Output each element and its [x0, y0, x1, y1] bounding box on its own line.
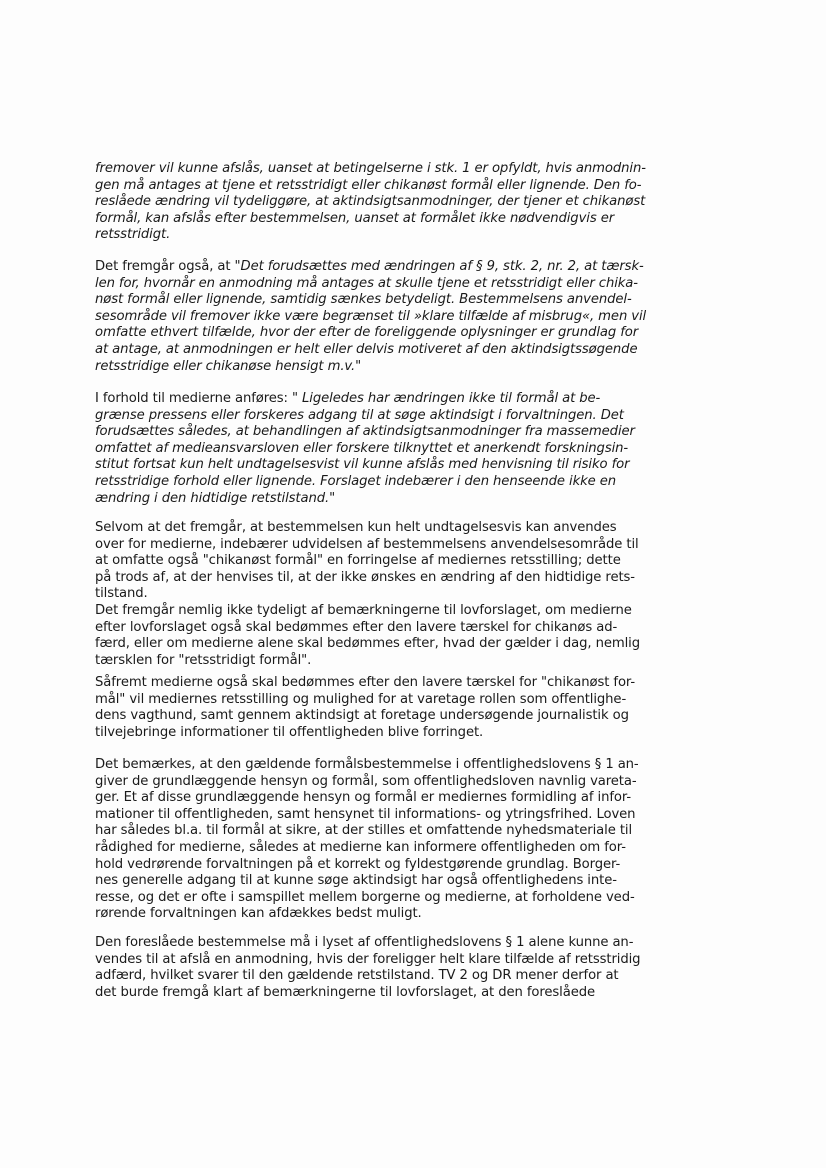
p2-lead: Det fremgår også, at ": [95, 259, 241, 274]
p3-quote-line: Ligeledes har ændringen ikke til formål at be-: [302, 391, 601, 406]
p4-line: tærsklen for "retsstridigt formål".: [95, 652, 312, 668]
p4-line: færd, eller om medierne alene skal bedømmes efter, hvad der gælder i dag, nemlig: [95, 636, 640, 652]
p6-line: rådighed for medierne, således at medierne kan informere offentligheden om for-: [95, 839, 626, 855]
p3-quote-line: grænse pressens eller forskeres adgang til at søge aktindsigt i forvaltningen. Det: [95, 407, 624, 423]
paragraph-6: [95, 757, 639, 923]
p2-quote-line: nøst formål eller lignende, samtidig sænkes betydeligt. Bestemmelsens anvendel-: [95, 292, 632, 308]
p3-quote-line: retsstridige forhold eller lignende. Forslaget indebærer i den henseende ikke en: [95, 473, 617, 489]
p7-line: vendes til at afslå en anmodning, hvis der foreligger helt klare tilfælde af retsstridig: [95, 951, 641, 967]
p3-quote-line: forudsættes således, at behandlingen af aktindsigtsanmodninger fra massemedier: [95, 424, 635, 440]
p4-line: over for medierne, indebærer udvidelsen af bestemmelsens anvendelsesområde til: [95, 536, 639, 552]
p5-line: tilvejebringe informationer til offentligheden blive forringet.: [95, 724, 484, 740]
p5-line: mål" vil mediernes retsstilling og mulighed for at varetage rollen som offentlighe-: [95, 691, 627, 707]
p7-line: det burde fremgå klart af bemærkningerne til lovforslaget, at den foreslåede: [95, 984, 596, 1000]
p3-quote-line: omfattet af medieansvarsloven eller forskere tilknyttet et anerkendt forskningsin-: [95, 440, 629, 456]
p1-line: gen må antages at tjene et retsstridigt eller chikanøst formål eller lignende. Den fo-: [95, 177, 642, 193]
p1-line: retsstridigt.: [95, 227, 171, 243]
p7-line: Den foreslåede bestemmelse må i lyset af offentlighedslovens § 1 alene kunne an-: [95, 935, 634, 950]
p6-line: giver de grundlæggende hensyn og formål, som offentlighedsloven navnlig vareta-: [95, 773, 637, 789]
p1-line: fremover vil kunne afslås, uanset at betingelserne i stk. 1 er opfyldt, hvis anmodnin-: [95, 161, 646, 176]
p6-line: nes generelle adgang til at kunne søge aktindsigt har også offentlighedens inte-: [95, 873, 617, 889]
p5-line: dens vagthund, samt gennem aktindsigt at foretage undersøgende journalistik og: [95, 708, 629, 724]
paragraph-3: [95, 391, 635, 507]
p4-line: Selvom at det fremgår, at bestemmelsen kun helt undtagelsesvis kan anvendes: [95, 520, 617, 535]
p7-line: adfærd, hvilket svarer til den gældende retstilstand. TV 2 og DR mener derfor at: [95, 968, 619, 984]
p4-line: at omfatte også "chikanøst formål" en forringelse af mediernes retsstilling; dette: [95, 553, 621, 569]
p6-line: ger. Et af disse grundlæggende hensyn og formål er mediernes formidling af infor-: [95, 790, 631, 806]
p4-line: efter lovforslaget også skal bedømmes efter den lavere tærskel for chikanøs ad-: [95, 619, 618, 635]
p6-line: har således bl.a. til formål at sikre, at der stilles et omfattende nyhedsmateriale til: [95, 823, 633, 839]
p1-line: formål, kan afslås efter bestemmelsen, uanset at formålet ikke nødvendigvis er: [95, 210, 615, 226]
p6-line: resse, og det er ofte i samspillet mellem borgerne og medierne, at forholdene ved-: [95, 889, 635, 905]
p2-quote-line: omfatte ethvert tilfælde, hvor der efter de foreliggende oplysninger er grundlag for: [95, 325, 639, 341]
p5-line: Såfremt medierne også skal bedømmes efter den lavere tærskel for "chikanøst for-: [95, 675, 636, 690]
p2-quote-line: retsstridige eller chikanøse hensigt m.v.": [95, 358, 362, 374]
p3-quote-line: ændring i den hidtidige retstilstand.": [95, 490, 336, 506]
paragraph-7: [95, 935, 641, 1001]
p6-line: rørende forvaltningen kan afdækkes bedst muligt.: [95, 906, 422, 922]
p3-lead: I forhold til medierne anføres: ": [95, 391, 303, 406]
p6-line: Det bemærkes, at den gældende formålsbestemmelse i offentlighedslovens § 1 an-: [95, 757, 639, 772]
p4-line: tilstand.: [95, 586, 148, 602]
paragraph-4: [95, 520, 640, 669]
paragraph-2: [95, 259, 647, 375]
p2-quote-line: Det forudsættes med ændringen af § 9, stk. 2, nr. 2, at tærsk-: [240, 259, 644, 274]
p6-line: hold vedrørende forvaltningen på et korrekt og fyldestgørende grundlag. Borger-: [95, 856, 621, 872]
p2-quote-line: sesområde vil fremover ikke være begrænset til »klare tilfælde af misbrug«, men vil: [95, 308, 647, 324]
p1-line: reslåede ændring vil tydeliggøre, at aktindsigtsanmodninger, der tjener et chikanøst: [95, 194, 646, 210]
p6-line: mationer til offentligheden, samt hensynet til informations- og ytringsfrihed. Loven: [95, 806, 636, 822]
paragraph-5: [95, 675, 636, 741]
p2-quote-line: len for, hvornår en anmodning må antages at skulle tjene et retsstridigt eller chika-: [95, 275, 638, 291]
paragraph-1: [95, 161, 646, 244]
p4-line: på trods af, at der henvises til, at der ikke ønskes en ændring af den hidtidige rets-: [95, 569, 635, 585]
p3-quote-line: stitut fortsat kun helt undtagelsesvist vil kunne afslås med henvisning til risiko for: [95, 457, 630, 473]
p4-line: Det fremgår nemlig ikke tydeligt af bemærkningerne til lovforslaget, om medierne: [95, 602, 632, 618]
p2-quote-line: at antage, at anmodningen er helt eller delvis motiveret af den aktindsigtssøgende: [95, 341, 638, 357]
